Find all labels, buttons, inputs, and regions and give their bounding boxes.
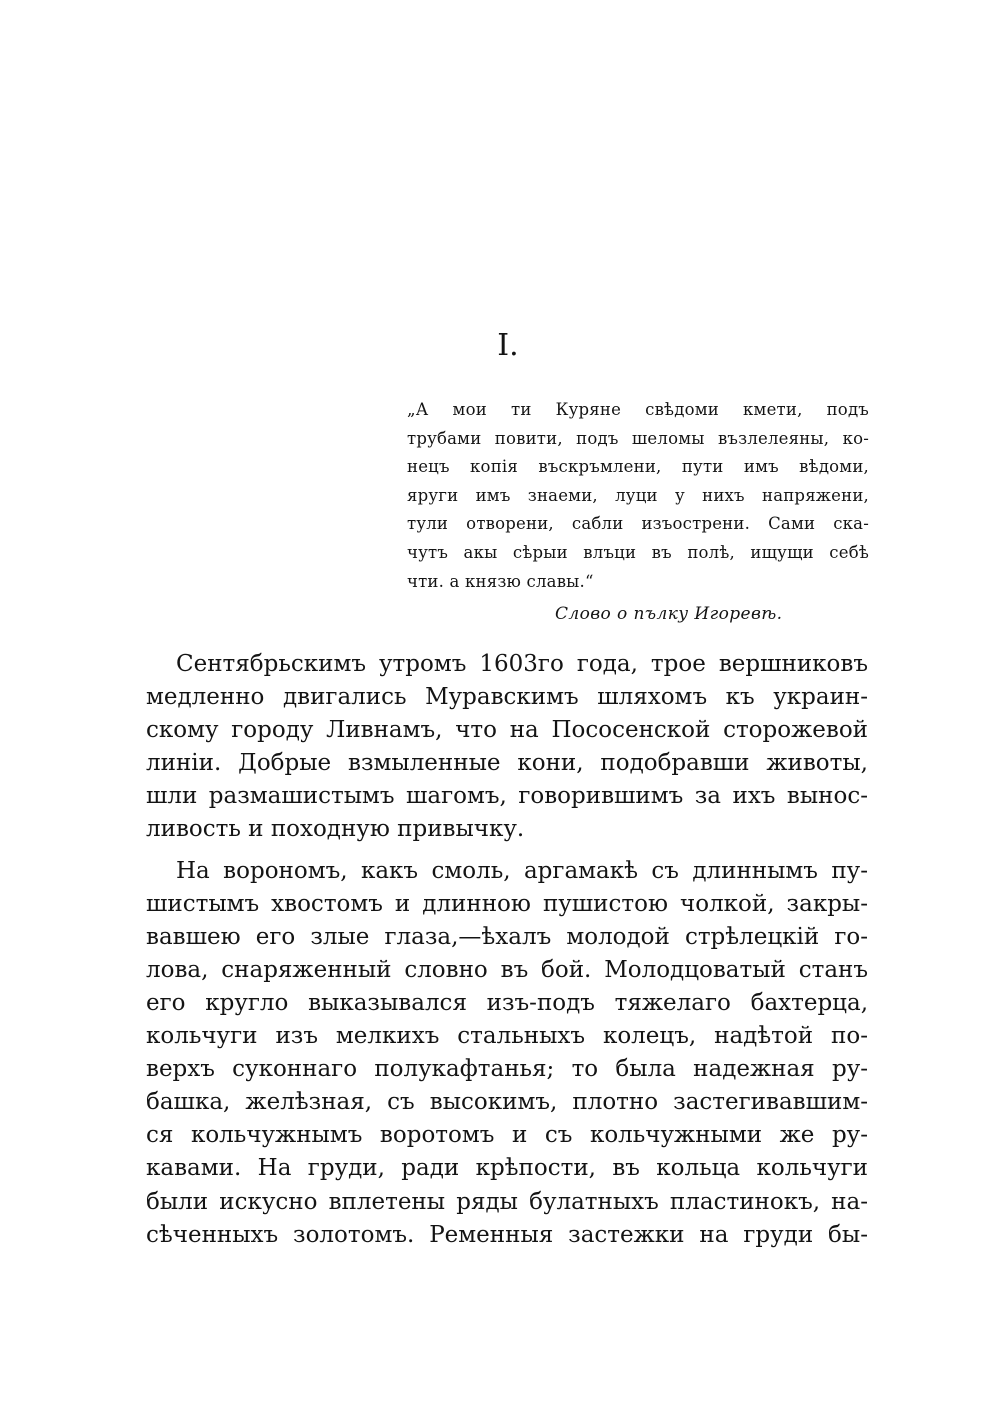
body-line: медленно двигались Муравскимъ шляхомъ къ украин-	[146, 684, 868, 711]
body-line: шистымъ хвостомъ и длинною пушистою чолкой, закры-	[146, 890, 868, 917]
body-line: вавшею его злые глаза,—ѣхалъ молодой стрѣлецкій го-	[146, 923, 868, 950]
body-line: были искусно вплетены ряды булатныхъ пластинокъ, на-	[146, 1188, 868, 1215]
paragraph-gap	[146, 847, 868, 855]
body-line: шли размашистымъ шагомъ, говорившимъ за ихъ вынос-	[146, 783, 868, 810]
body-line: На ворономъ, какъ смоль, аргамакѣ съ длиннымъ пу-	[176, 857, 868, 884]
epigraph-line: „А мои ти Куряне свѣдоми кмети, подъ	[407, 400, 869, 419]
body-line: верхъ суконнаго полукафтанья; то была надежная ру-	[146, 1056, 868, 1083]
body-line: башка, желѣзная, съ высокимъ, плотно застегивавшим-	[146, 1089, 868, 1116]
chapter-number: I.	[497, 328, 519, 363]
body-line: кольчуги изъ мелкихъ стальныхъ колецъ, надѣтой по-	[146, 1023, 868, 1050]
body-line: его кругло выказывался изъ-подъ тяжелаго бахтерца,	[146, 989, 868, 1016]
body-line: ся кольчужнымъ воротомъ и съ кольчужными же ру-	[146, 1122, 868, 1149]
epigraph-line: нецъ копія въскръмлени, пути имъ вѣдоми,	[407, 457, 869, 477]
epigraph-line: яруги имъ знаеми, луци у нихъ напряжени,	[407, 485, 869, 505]
body-line: линіи. Добрые взмыленные кони, подобравши животы,	[146, 750, 868, 777]
body-line: кавами. На груди, ради крѣпости, въ кольца кольчуги	[146, 1155, 868, 1182]
epigraph-line: чти. а князю славы.“	[407, 571, 594, 591]
epigraph	[407, 396, 869, 596]
body-line: скому городу Ливнамъ, что на Пососенской сторожевой	[146, 717, 868, 744]
body-line: сѣченныхъ золотомъ. Ременныя застежки на груди бы-	[146, 1221, 868, 1248]
epigraph-line: трубами повити, подъ шеломы възлелеяны, ко-	[407, 428, 869, 448]
body-line: ливость и походную привычку.	[146, 816, 525, 843]
epigraph-line: тули отворени, сабли изъострени. Сами ска-	[407, 514, 869, 534]
body-line: Сентябрьскимъ утромъ 1603го года, трое вершниковъ	[176, 651, 868, 677]
body-line: лова, снаряженный словно въ бой. Молодцоватый станъ	[146, 956, 868, 983]
epigraph-line: чутъ акы сѣрыи влъци въ полѣ, ищущи себѣ	[407, 542, 869, 562]
epigraph-source: Слово о пълку Игоревѣ.	[555, 604, 783, 624]
body-text	[146, 648, 868, 1252]
